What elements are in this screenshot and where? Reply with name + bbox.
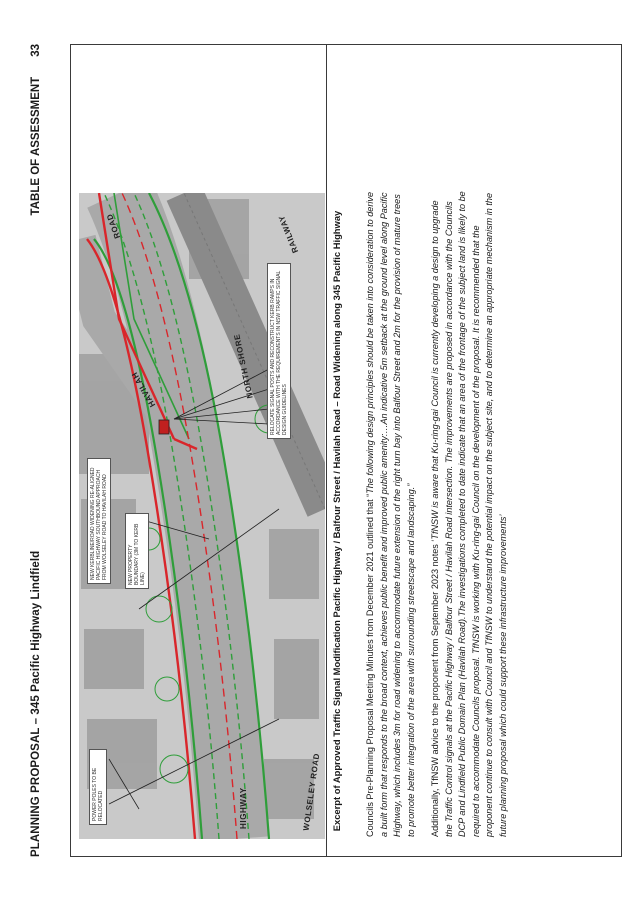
label-railway: RAILWAY — [276, 213, 301, 255]
figure-caption: Excerpt of Approved Traffic Signal Modification Pacific Highway / Balfour Street / Havilah Road – Road Widening along 345 Pacific Highway — [331, 210, 342, 832]
signal-marker — [159, 420, 169, 434]
road-widening-plan-figure — [79, 193, 325, 839]
label-havilah: HAVILAH — [129, 370, 158, 409]
column-divider — [326, 45, 327, 856]
section-header — [30, 44, 42, 215]
paragraph2-lead: Additionally, TfNSW advice to the proponent from September 2023 notes ‘ — [430, 539, 440, 837]
label-wolseley-road: WOLSELEY ROAD — [301, 752, 322, 832]
callout-kerb-widening: NEW KERBLINE/ROAD WIDENING RE-ALIGNED PACIFIC HIGHWAY SOUTHBOUND APPROACH FROM WOLSELEY ROAD TO HAVILAH ROAD — [87, 458, 111, 584]
paragraph2-quote: TfNSW is aware that Ku-ring-gai Council is currently developing a design to upgrade the Traffic Control signals at the Pacific Highway / Balfour Street / Havilah Road intersection. The improvements are proposed in accordance with the Councils DCP and Lindfield Public Domain Plan (Havilah Road).The investigations completed to date indicate that an area of the frontage of the subject land is likely to be required to accommodate Councils proposal. TfNSW is working with Ku-ring-gai Council on the development of the proposal. It is recommended that the proponent continue to consult with Council and TfNSW to understand the potential impact on the subject site, and to determine an appropriate mechanism in the future planning proposal which could support these infrastructure improvements’ — [430, 191, 508, 837]
label-road: ROAD — [104, 212, 123, 240]
callout-power-poles: POWER POLES TO BE RELOCATED — [89, 749, 107, 825]
content-frame — [70, 44, 622, 857]
paragraph-tfnsw-advice — [429, 191, 510, 837]
paragraph1-quote: The following design principles should be taken into consideration to derive a built form that responds to the broad context, achieves public benefit and improved public amenity:…An indicative 5m setback at the ground level along Pacific Highway, which includes 3m for road widening to accommodate future extension of the right turn bay into Balfour Street and 2m for the provision of mature trees to promote better integration of the area with surrounding streetscape and landscaping.” — [365, 191, 416, 837]
document-title: PLANNING PROPOSAL – 345 Pacific Highway Lindfield — [30, 550, 42, 857]
label-highway: HIGHWAY — [239, 787, 248, 829]
callout-signal-posts: RELOCATE SIGNAL POSTS AND RECONSTRUCT KERB RAMPS IN ACCORDANCE WITH THE REQUIREMENTS IN NSW TRAFFIC SIGNAL DESIGN GUIDELINES — [267, 263, 291, 439]
paragraph-preplanning-minutes — [364, 191, 418, 837]
paragraph1-lead: Councils Pre-Planning Proposal Meeting Minutes from December 2021 outlined that “ — [365, 493, 375, 837]
section-title: TABLE OF ASSESSMENT — [30, 76, 42, 216]
label-north-shore: NORTH SHORE — [232, 333, 255, 400]
page-number: 33 — [30, 44, 42, 57]
callout-property-boundary: NEW PROPERTY BOUNDARY (3M TO KERB LINE) — [125, 513, 149, 589]
